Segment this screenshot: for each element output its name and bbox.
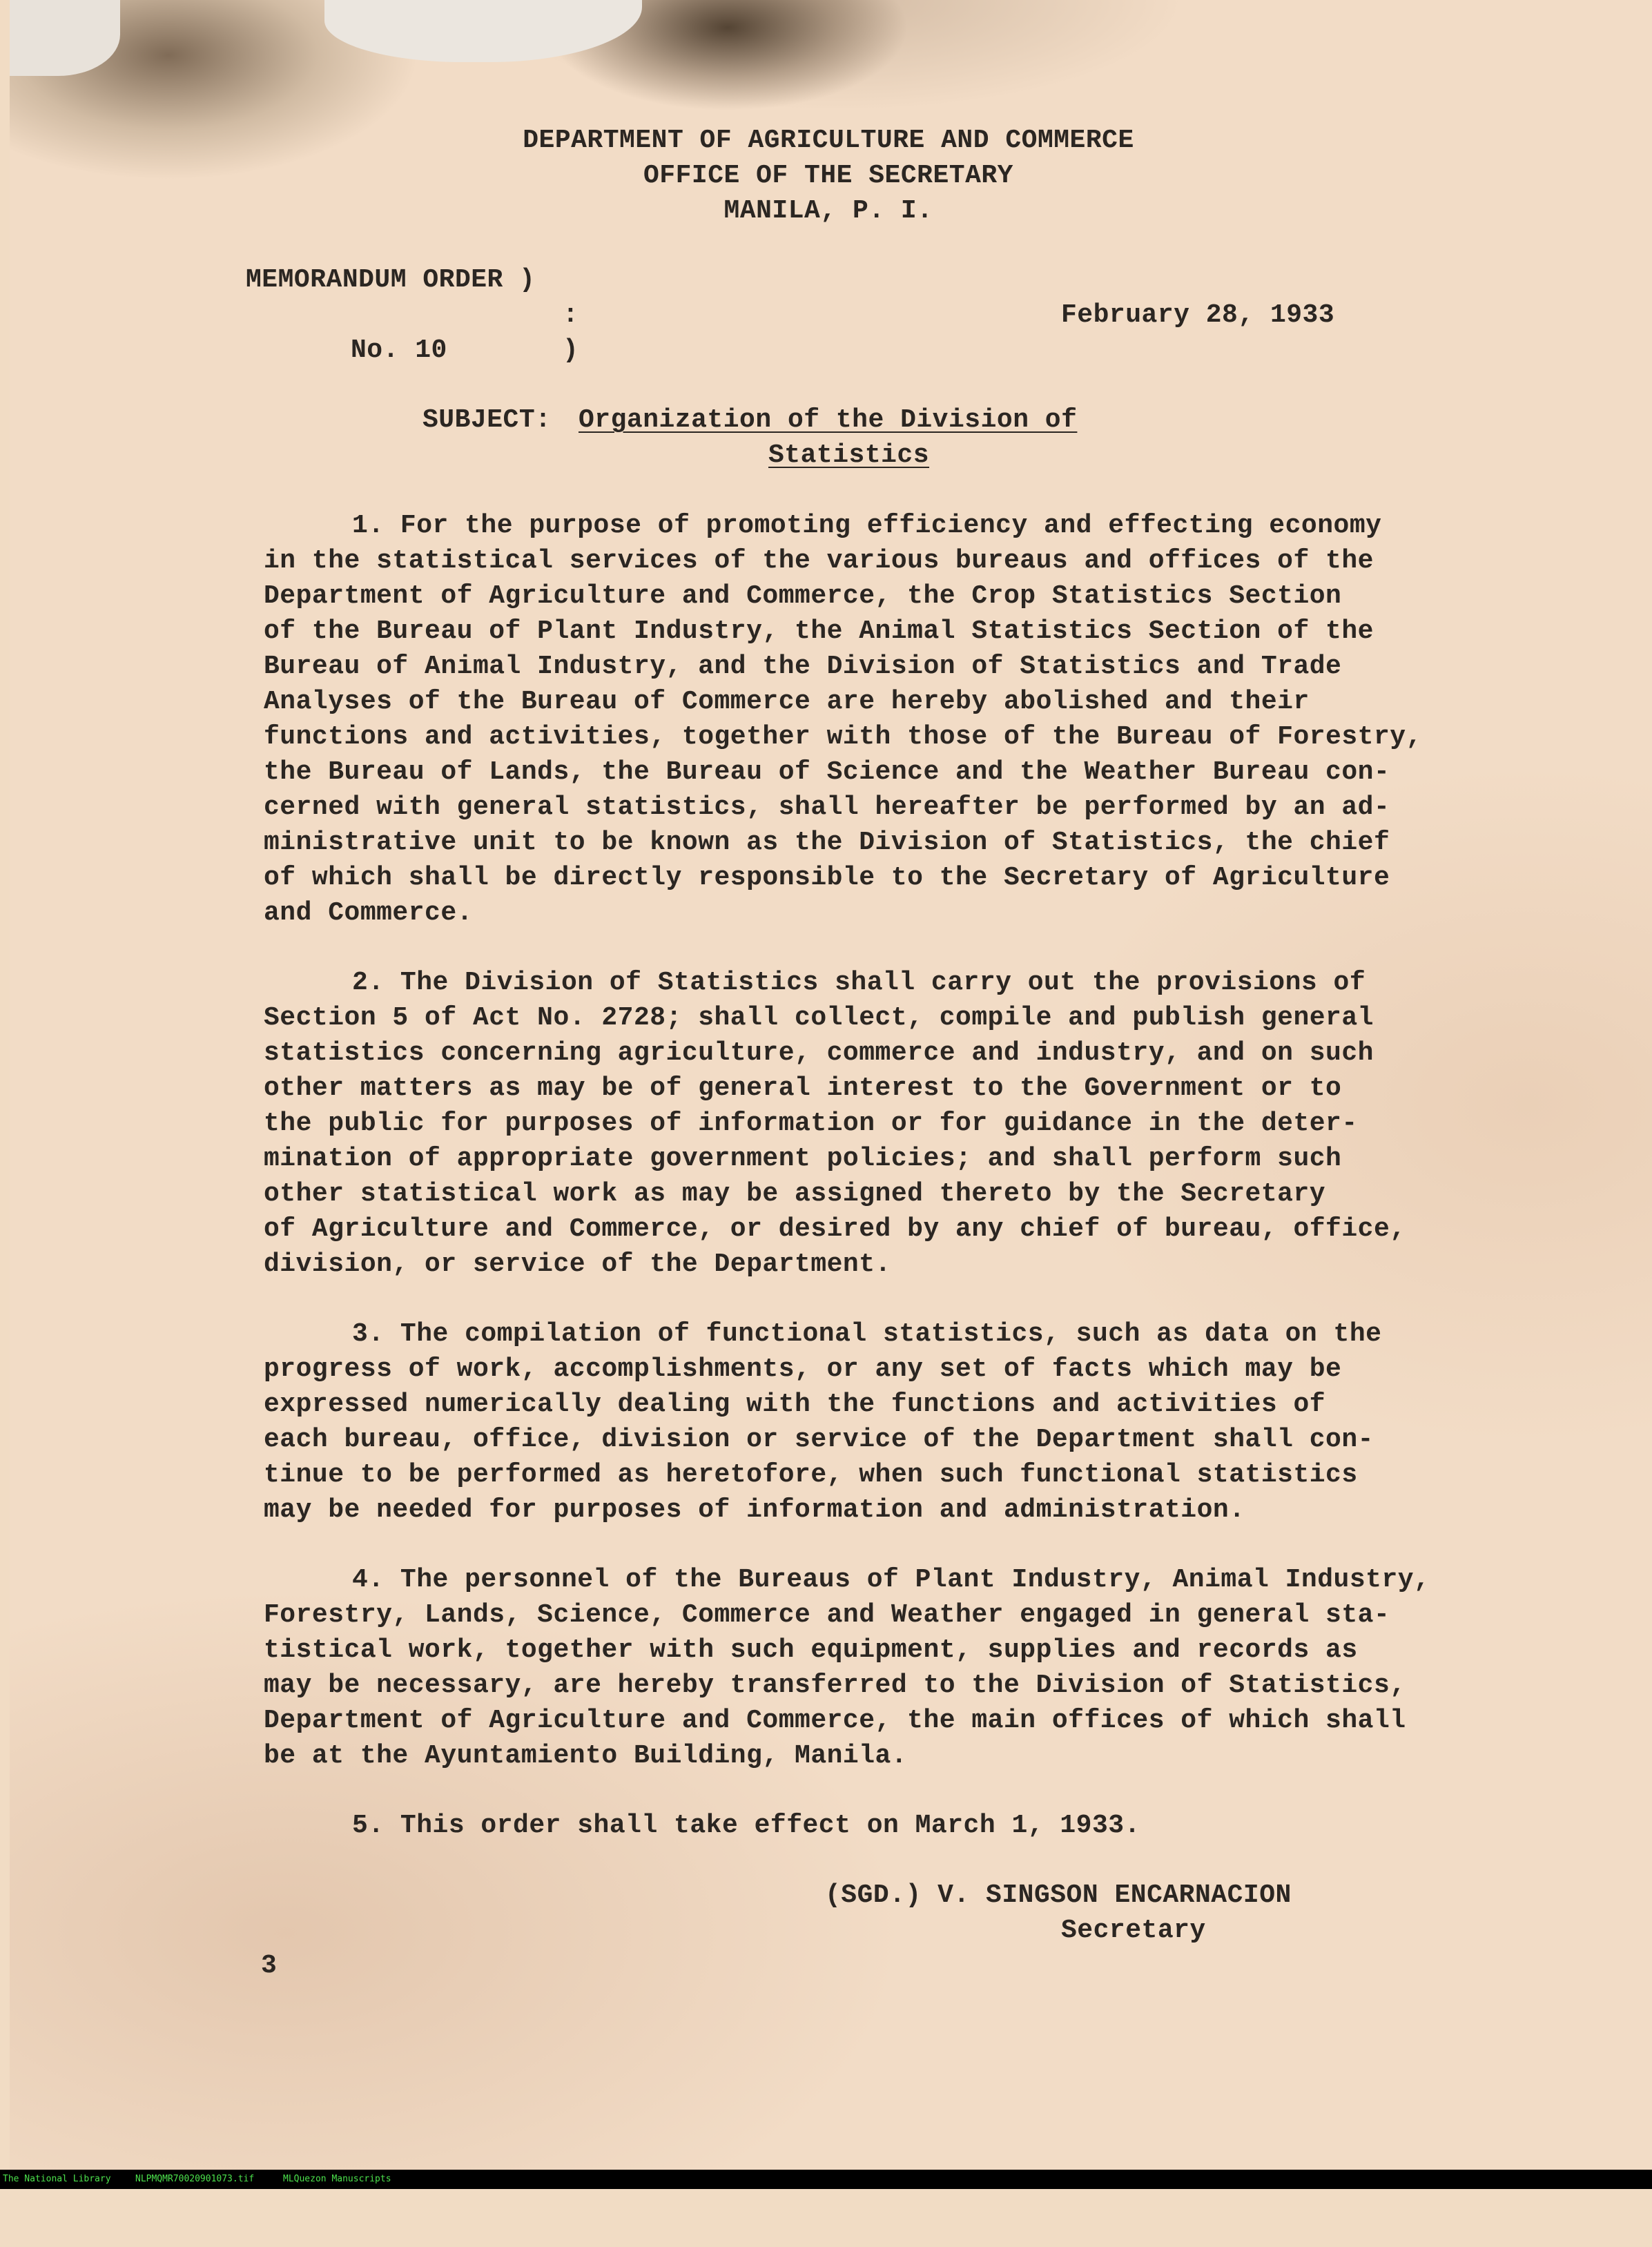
- paragraph-5-line: 5. This order shall take effect on March 1, 1933.: [352, 1811, 1140, 1840]
- paragraph-2-line: other matters as may be of general interest to the Government or to: [264, 1073, 1342, 1103]
- memorandum-order-paren: ): [563, 335, 579, 365]
- order-date: February 28, 1933: [1061, 300, 1335, 330]
- paragraph-3-line: 3. The compilation of functional statistics, such as data on the: [352, 1319, 1382, 1349]
- paragraph-2-line: division, or service of the Department.: [264, 1249, 891, 1279]
- paragraph-3-line: each bureau, office, division or service of the Department shall con-: [264, 1425, 1374, 1455]
- paragraph-1-line: and Commerce.: [264, 898, 473, 928]
- paragraph-3-line: progress of work, accomplishments, or any set of facts which may be: [264, 1354, 1342, 1384]
- paragraph-1-line: 1. For the purpose of promoting efficiency and effecting economy: [352, 511, 1382, 541]
- paragraph-2-line: mination of appropriate government policies; and shall perform such: [264, 1144, 1342, 1174]
- paragraph-4-line: may be necessary, are hereby transferred to the Division of Statistics,: [264, 1671, 1406, 1700]
- page-number: 3: [261, 1951, 278, 1981]
- paragraph-2-line: statistics concerning agriculture, commerce and industry, and on such: [264, 1038, 1374, 1068]
- footer-filename: NLPMQMR70020901073.tif: [135, 2174, 255, 2184]
- signature-title: Secretary: [1061, 1916, 1206, 1945]
- paragraph-1-line: of which shall be directly responsible to the Secretary of Agriculture: [264, 863, 1390, 893]
- paragraph-4-line: be at the Ayuntamiento Building, Manila.: [264, 1741, 908, 1771]
- paragraph-1-line: of the Bureau of Plant Industry, the Animal Statistics Section of the: [264, 616, 1374, 646]
- paragraph-1-line: Department of Agriculture and Commerce, the Crop Statistics Section: [264, 581, 1342, 611]
- paragraph-4-line: Department of Agriculture and Commerce, the main offices of which shall: [264, 1706, 1406, 1735]
- footer-library: The National Library: [3, 2174, 111, 2184]
- paragraph-1-line: functions and activities, together with those of the Bureau of Forestry,: [264, 722, 1422, 752]
- signature-name: (SGD.) V. SINGSON ENCARNACION: [825, 1880, 1292, 1910]
- memorandum-order-number: No. 10: [351, 335, 447, 365]
- paragraph-1-line: the Bureau of Lands, the Bureau of Science and the Weather Bureau con-: [264, 757, 1390, 787]
- paragraph-2-line: the public for purposes of information or for guidance in the deter-: [264, 1109, 1358, 1138]
- footer-collection: MLQuezon Manuscripts: [283, 2174, 391, 2184]
- memorandum-order-label: MEMORANDUM ORDER ): [246, 265, 536, 295]
- paragraph-2-line: other statistical work as may be assigned thereto by the Secretary: [264, 1179, 1326, 1209]
- memorandum-order-colon: :: [563, 300, 579, 330]
- header-office: OFFICE OF THE SECRETARY: [643, 161, 1013, 191]
- paragraph-1-line: Analyses of the Bureau of Commerce are hereby abolished and their: [264, 687, 1310, 717]
- paragraph-1-line: cerned with general statistics, shall hereafter be performed by an ad-: [264, 792, 1390, 822]
- paragraph-3-line: tinue to be performed as heretofore, when such functional statistics: [264, 1460, 1358, 1490]
- archive-footer-bar: [0, 2170, 1652, 2189]
- paragraph-1-line: ministrative unit to be known as the Division of Statistics, the chief: [264, 828, 1390, 857]
- subject-label: SUBJECT:: [422, 405, 552, 435]
- paragraph-3-line: may be needed for purposes of information and administration.: [264, 1495, 1245, 1525]
- paragraph-2-line: of Agriculture and Commerce, or desired by any chief of bureau, office,: [264, 1214, 1406, 1244]
- paragraph-3-line: expressed numerically dealing with the functions and activities of: [264, 1390, 1326, 1419]
- paragraph-4-line: Forestry, Lands, Science, Commerce and Weather engaged in general sta-: [264, 1600, 1390, 1630]
- paragraph-4-line: tistical work, together with such equipment, supplies and records as: [264, 1635, 1358, 1665]
- paragraph-4-line: 4. The personnel of the Bureaus of Plant Industry, Animal Industry,: [352, 1565, 1430, 1595]
- paragraph-2-line: Section 5 of Act No. 2728; shall collect, compile and publish general: [264, 1003, 1374, 1033]
- paragraph-2-line: 2. The Division of Statistics shall carry out the provisions of: [352, 968, 1366, 998]
- header-location: MANILA, P. I.: [723, 196, 933, 226]
- paragraph-1-line: in the statistical services of the various bureaus and offices of the: [264, 546, 1374, 576]
- paragraph-1-line: Bureau of Animal Industry, and the Division of Statistics and Trade: [264, 652, 1342, 681]
- subject-line-2: Statistics: [768, 440, 930, 470]
- subject-line-1: Organization of the Division of: [579, 405, 1078, 435]
- header-department: DEPARTMENT OF AGRICULTURE AND COMMERCE: [523, 126, 1134, 155]
